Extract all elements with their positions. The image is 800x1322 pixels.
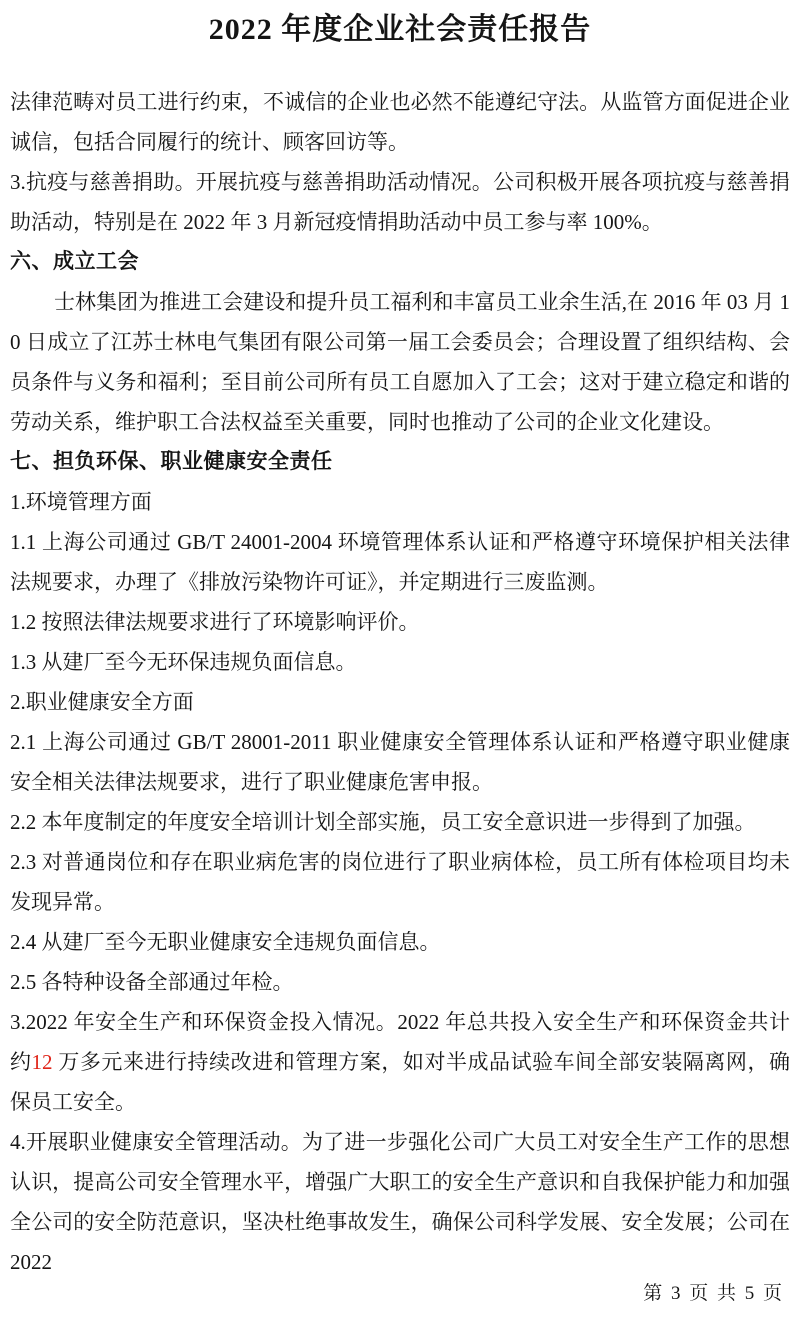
paragraph xyxy=(10,642,790,682)
text-run: 1.3 从建厂至今无环保违规负面信息。 xyxy=(10,650,357,674)
paragraph xyxy=(10,602,790,642)
text-run: 1.1 上海公司通过 GB/T 24001-2004 环境管理体系认证和严格遵守环境保护相关法律法规要求，办理了《排放污染物许可证》，并定期进行三废监测。 xyxy=(10,530,790,594)
text-run: 2.职业健康安全方面 xyxy=(10,690,194,714)
document-body xyxy=(10,82,790,1282)
text-run: 3.2022 年安全生产和环保资金投入情况。2022 年总共投入安全生产和环保资金共计约 xyxy=(10,1010,790,1074)
paragraph xyxy=(10,842,790,922)
paragraph xyxy=(10,802,790,842)
document-title: 2022 年度企业社会责任报告 xyxy=(208,13,592,46)
section-heading xyxy=(10,242,790,282)
text-run: 2.1 上海公司通过 GB/T 28001-2011 职业健康安全管理体系认证和严格遵守职业健康安全相关法律法规要求，进行了职业健康危害申报。 xyxy=(10,730,790,794)
paragraph xyxy=(10,482,790,522)
text-run: 七、担负环保、职业健康安全责任 xyxy=(10,450,333,473)
text-run: 士林集团为推进工会建设和提升员工福利和丰富员工业余生活,在 2016 年 03 月 10 日成立了江苏士林电气集团有限公司第一届工会委员会；合理设置了组织结构、会员条件与义务和福利；至目前公司所有员工自愿加入了工会；这对于建立稳定和谐的劳动关系，维护职工合法权益至关重要，同时也推动了公司的企业文化建设。 xyxy=(10,290,790,434)
text-run: 2.4 从建厂至今无职业健康安全违规负面信息。 xyxy=(10,930,441,954)
text-run: 2.2 本年度制定的年度安全培训计划全部实施，员工安全意识进一步得到了加强。 xyxy=(10,810,756,834)
paragraph xyxy=(10,1002,790,1122)
paragraph xyxy=(10,522,790,602)
paragraph xyxy=(10,922,790,962)
paragraph xyxy=(10,82,790,162)
section-heading xyxy=(10,442,790,482)
paragraph xyxy=(10,1122,790,1282)
paragraph xyxy=(10,682,790,722)
text-run: 六、成立工会 xyxy=(10,250,139,273)
paragraph xyxy=(10,722,790,802)
paragraph xyxy=(10,962,790,1002)
paragraph xyxy=(10,282,790,442)
text-run: 万多元来进行持续改进和管理方案，如对半成品试验车间全部安装隔离网，确保员工安全。 xyxy=(10,1050,791,1114)
text-run: 1.2 按照法律法规要求进行了环境影响评价。 xyxy=(10,610,420,634)
paragraph xyxy=(10,162,790,242)
red-highlight-text: 12 xyxy=(31,1050,53,1074)
page-number-text: 第 3 页 共 5 页 xyxy=(643,1283,784,1304)
page-footer xyxy=(10,1282,790,1322)
text-run: 2.5 各特种设备全部通过年检。 xyxy=(10,970,294,994)
text-run: 1.环境管理方面 xyxy=(10,490,152,514)
text-run: 3.抗疫与慈善捐助。开展抗疫与慈善捐助活动情况。公司积极开展各项抗疫与慈善捐助活动，特别是在 2022 年 3 月新冠疫情捐助活动中员工参与率 100%。 xyxy=(10,170,790,234)
text-run: 法律范畴对员工进行约束，不诚信的企业也必然不能遵纪守法。从监管方面促进企业诚信，包括合同履行的统计、顾客回访等。 xyxy=(10,90,790,154)
text-run: 4.开展职业健康安全管理活动。为了进一步强化公司广大员工对安全生产工作的思想认识，提高公司安全管理水平，增强广大职工的安全生产意识和自我保护能力和加强全公司的安全防范意识，坚决杜绝事故发生，确保公司科学发展、安全发展；公司在 2022 xyxy=(10,1130,790,1274)
text-run: 2.3 对普通岗位和存在职业病危害的岗位进行了职业病体检，员工所有体检项目均未发现异常。 xyxy=(10,850,790,914)
